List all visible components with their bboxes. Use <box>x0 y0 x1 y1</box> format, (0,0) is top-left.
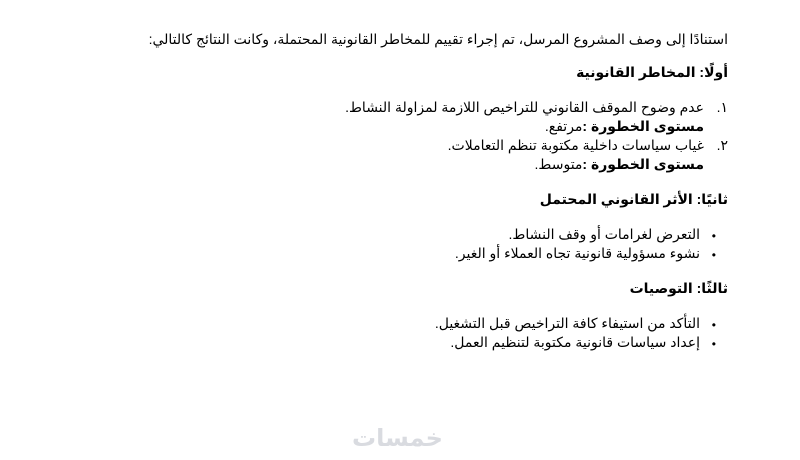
list-item: • نشوء مسؤولية قانونية تجاه العملاء أو الغير. <box>60 244 728 263</box>
severity-label: مستوى الخطورة : <box>582 118 704 134</box>
section-heading-recommendations: ثالثًا: التوصيات <box>629 280 728 296</box>
list-item <box>60 98 728 136</box>
intro-paragraph: استنادًا إلى وصف المشروع المرسل، تم إجراء تقييم للمخاطر القانونية المحتملة، وكانت النتائج كالتالي: <box>148 31 728 47</box>
severity-line <box>60 155 704 174</box>
severity-label: مستوى الخطورة : <box>582 156 704 172</box>
list-item: • التأكد من استيفاء كافة التراخيص قبل التشغيل. <box>60 314 728 333</box>
risk-text: غياب سياسات داخلية مكتوبة تنظم التعاملات. <box>447 137 704 153</box>
watermark-logo: خمسات <box>352 424 443 452</box>
legal-impact-list <box>60 225 728 263</box>
item-number: ١. <box>716 99 728 115</box>
legal-risks-list <box>60 98 728 174</box>
document-body <box>60 30 728 368</box>
item-number: ٢. <box>716 137 728 153</box>
section-heading-legal-risks: أولًا: المخاطر القانونية <box>576 64 728 80</box>
recommendations-list <box>60 314 728 352</box>
risk-text: عدم وضوح الموقف القانوني للتراخيص اللازمة لمزاولة النشاط. <box>345 99 704 115</box>
list-item: • التعرض لغرامات أو وقف النشاط. <box>60 225 728 244</box>
section-heading-legal-impact: ثانيًا: الأثر القانوني المحتمل <box>539 191 728 207</box>
list-item: • إعداد سياسات قانونية مكتوبة لتنظيم العمل. <box>60 333 728 352</box>
severity-line <box>60 117 704 136</box>
list-item <box>60 136 728 174</box>
severity-value: متوسط. <box>534 156 583 172</box>
severity-value: مرتفع. <box>544 118 583 134</box>
